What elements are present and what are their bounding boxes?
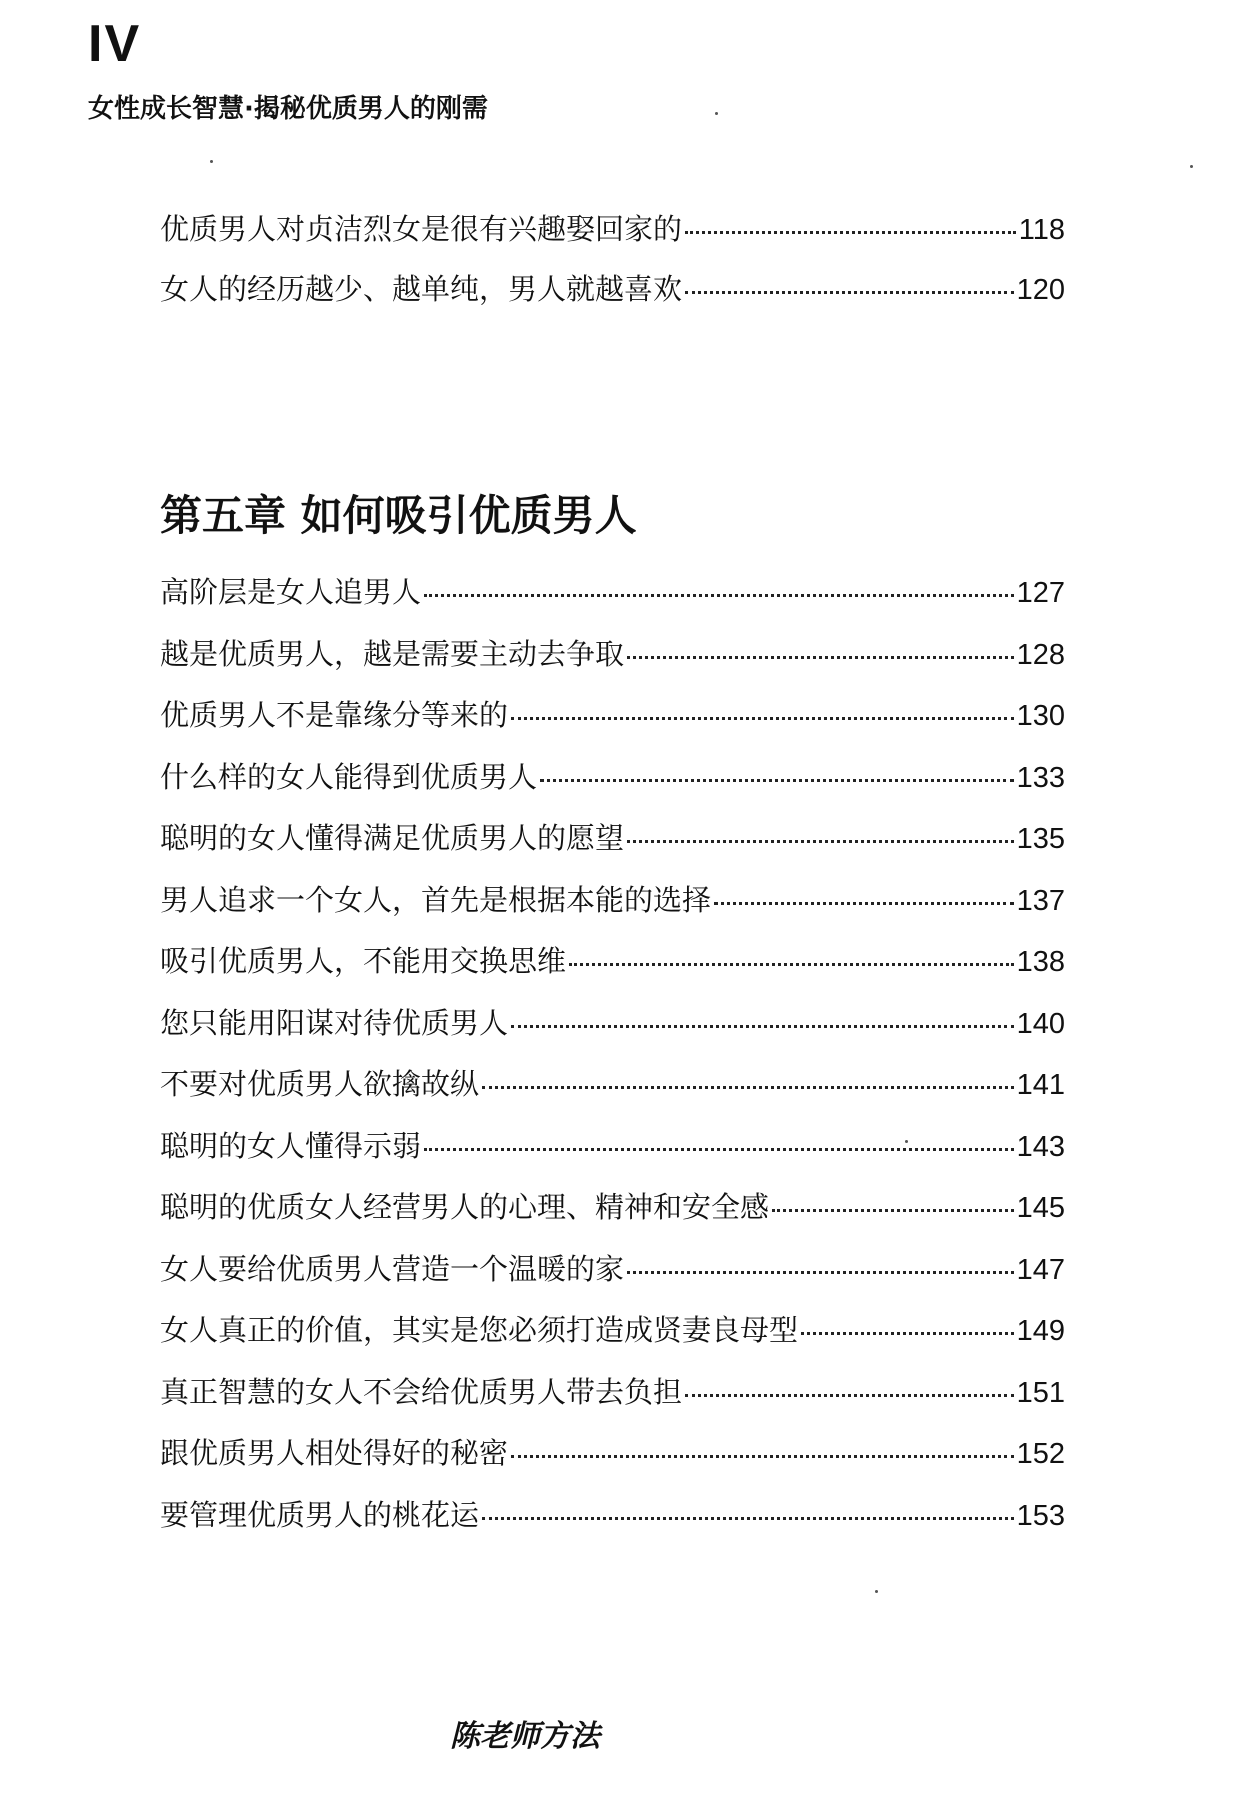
toc-entry[interactable] [160, 637, 1065, 699]
toc-entry-page: 141 [1016, 1069, 1065, 1101]
toc-entry[interactable] [160, 760, 1065, 822]
toc-entry[interactable] [160, 212, 1065, 272]
dot-leader [424, 1148, 1014, 1151]
toc-entry-title: 女人的经历越少、越单纯，男人就越喜欢 [160, 272, 683, 306]
dot-leader [540, 779, 1014, 782]
dot-leader [569, 963, 1014, 966]
toc-list-chapter-five [160, 575, 1065, 1559]
toc-entry[interactable] [160, 698, 1065, 760]
toc-entry[interactable] [160, 272, 1065, 332]
toc-entry-page: 137 [1016, 884, 1065, 917]
toc-entry-title: 聪明的优质女人经营男人的心理、精神和安全感 [160, 1190, 770, 1224]
dot-leader [627, 1271, 1014, 1274]
toc-entry-page: 153 [1016, 1499, 1065, 1532]
toc-entry-page: 138 [1016, 946, 1065, 978]
toc-entry-title: 您只能用阳谋对待优质男人 [160, 1005, 509, 1040]
scan-speck [1190, 165, 1193, 168]
dot-leader [511, 1025, 1014, 1028]
toc-entry-title: 聪明的女人懂得满足优质男人的愿望 [160, 821, 625, 855]
toc-entry-title: 要管理优质男人的桃花运 [160, 1497, 480, 1532]
toc-entry-page: 145 [1016, 1192, 1065, 1224]
footer-logo: 陈老师方法 [450, 1719, 600, 1754]
dot-leader [685, 291, 1014, 294]
running-header-title: 女性成长智慧·揭秘优质男人的刚需 [88, 94, 488, 124]
toc-entry-title: 真正智慧的女人不会给优质男人带去负担 [160, 1374, 683, 1409]
chapter-heading: 第五章 如何吸引优质男人 [160, 490, 637, 540]
toc-entry-page: 128 [1016, 638, 1065, 671]
dot-leader [511, 1455, 1014, 1458]
page-number: IV [88, 15, 142, 73]
toc-entry-title: 聪明的女人懂得示弱 [160, 1128, 422, 1163]
toc-entry-title: 吸引优质男人，不能用交换思维 [160, 944, 567, 978]
dot-leader [685, 1394, 1014, 1397]
toc-entry-page: 149 [1016, 1315, 1065, 1347]
toc-entry[interactable] [160, 1313, 1065, 1375]
toc-entry-title: 不要对优质男人欲擒故纵 [160, 1067, 480, 1101]
toc-entry[interactable] [160, 575, 1065, 637]
dot-leader [511, 717, 1014, 720]
toc-entry-page: 135 [1016, 823, 1065, 855]
toc-entry-page: 151 [1016, 1376, 1065, 1409]
toc-entry[interactable] [160, 1375, 1065, 1437]
toc-entry-title: 优质男人对贞洁烈女是很有兴趣娶回家的 [160, 212, 683, 246]
dot-leader [482, 1086, 1014, 1089]
toc-entry-page: 127 [1016, 577, 1065, 609]
dot-leader [772, 1209, 1014, 1212]
toc-entry-page: 130 [1016, 700, 1065, 732]
toc-entry-title: 男人追求一个女人，首先是根据本能的选择 [160, 882, 712, 917]
toc-entry[interactable] [160, 1498, 1065, 1560]
toc-entry[interactable] [160, 883, 1065, 945]
toc-entry[interactable] [160, 1006, 1065, 1068]
scan-speck [875, 1590, 878, 1593]
toc-entry-title: 女人真正的价值，其实是您必须打造成贤妻良母型 [160, 1313, 799, 1347]
scan-speck [715, 112, 718, 115]
dot-leader [685, 231, 1016, 234]
dot-leader [627, 656, 1014, 659]
toc-entry[interactable] [160, 944, 1065, 1006]
toc-list-continued [160, 212, 1065, 332]
toc-entry-page: 120 [1016, 274, 1065, 306]
scan-speck [210, 160, 213, 163]
toc-entry[interactable] [160, 1190, 1065, 1252]
toc-entry[interactable] [160, 1436, 1065, 1498]
toc-entry-page: 140 [1016, 1007, 1065, 1040]
toc-entry-title: 高阶层是女人追男人 [160, 575, 422, 609]
toc-entry-title: 女人要给优质男人营造一个温暖的家 [160, 1251, 625, 1286]
dot-leader [801, 1332, 1014, 1335]
toc-entry[interactable] [160, 821, 1065, 883]
dot-leader [627, 840, 1014, 843]
toc-entry-title: 越是优质男人，越是需要主动去争取 [160, 636, 625, 671]
toc-entry[interactable] [160, 1252, 1065, 1314]
toc-entry[interactable] [160, 1129, 1065, 1191]
toc-entry-title: 什么样的女人能得到优质男人 [160, 759, 538, 794]
dot-leader [482, 1517, 1014, 1520]
toc-entry-title: 跟优质男人相处得好的秘密 [160, 1436, 509, 1470]
toc-entry-page: 143 [1016, 1130, 1065, 1163]
toc-entry-page: 133 [1016, 761, 1065, 794]
toc-entry-page: 147 [1016, 1253, 1065, 1286]
toc-entry-page: 152 [1016, 1438, 1065, 1470]
toc-entry[interactable] [160, 1067, 1065, 1129]
dot-leader [424, 594, 1014, 597]
toc-entry-title: 优质男人不是靠缘分等来的 [160, 698, 509, 732]
dot-leader [714, 902, 1014, 905]
scan-speck [905, 1140, 908, 1143]
toc-entry-page: 118 [1018, 214, 1065, 246]
